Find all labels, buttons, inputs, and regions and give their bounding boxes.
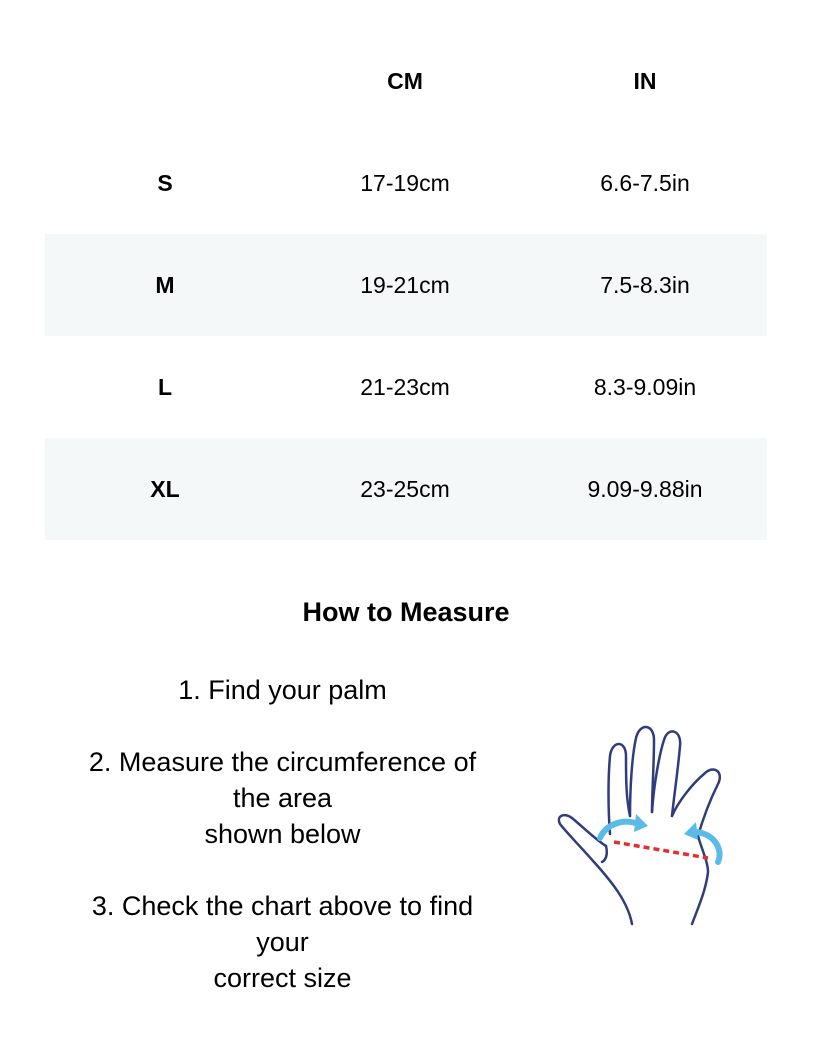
- step-3-line: 3. Check the chart above to find: [91, 891, 474, 921]
- size-in: 9.09-9.88in: [587, 475, 703, 502]
- header-cm: CM: [387, 68, 423, 94]
- table-row: [45, 132, 767, 234]
- step-1: [40, 672, 525, 708]
- size-in: 6.6-7.5in: [600, 169, 690, 196]
- step-3-line: your: [256, 927, 309, 957]
- table-header-row: [45, 30, 767, 132]
- step-3-line: correct size: [213, 963, 352, 993]
- header-in: IN: [633, 68, 657, 94]
- step-3: [40, 888, 525, 996]
- hand-measurement-illustration: [540, 712, 766, 948]
- size-cm: 19-21cm: [360, 271, 450, 298]
- size-label: M: [155, 271, 175, 298]
- size-in: 7.5-8.3in: [600, 271, 690, 298]
- step-2-line: the area: [232, 783, 333, 813]
- size-cm: 23-25cm: [360, 475, 450, 502]
- size-label: XL: [150, 475, 180, 502]
- step-1-line: 1. Find your palm: [178, 675, 387, 705]
- header-size: [105, 30, 225, 132]
- size-cm: 17-19cm: [360, 169, 450, 196]
- how-to-measure-title: How to Measure: [302, 597, 510, 627]
- step-2: [40, 744, 525, 852]
- size-cm: 21-23cm: [360, 373, 450, 400]
- size-chart-table: [45, 30, 767, 540]
- step-2-line: 2. Measure the circumference of: [88, 747, 477, 777]
- size-label: S: [157, 169, 173, 196]
- size-label: L: [157, 373, 173, 400]
- table-row: [45, 234, 767, 336]
- table-row: [45, 336, 767, 438]
- measure-line: [614, 842, 708, 858]
- measure-steps: [40, 672, 525, 996]
- step-2-line: shown below: [204, 819, 361, 849]
- size-in: 8.3-9.09in: [593, 373, 697, 400]
- hand-icon: [540, 712, 766, 948]
- table-row: [45, 438, 767, 540]
